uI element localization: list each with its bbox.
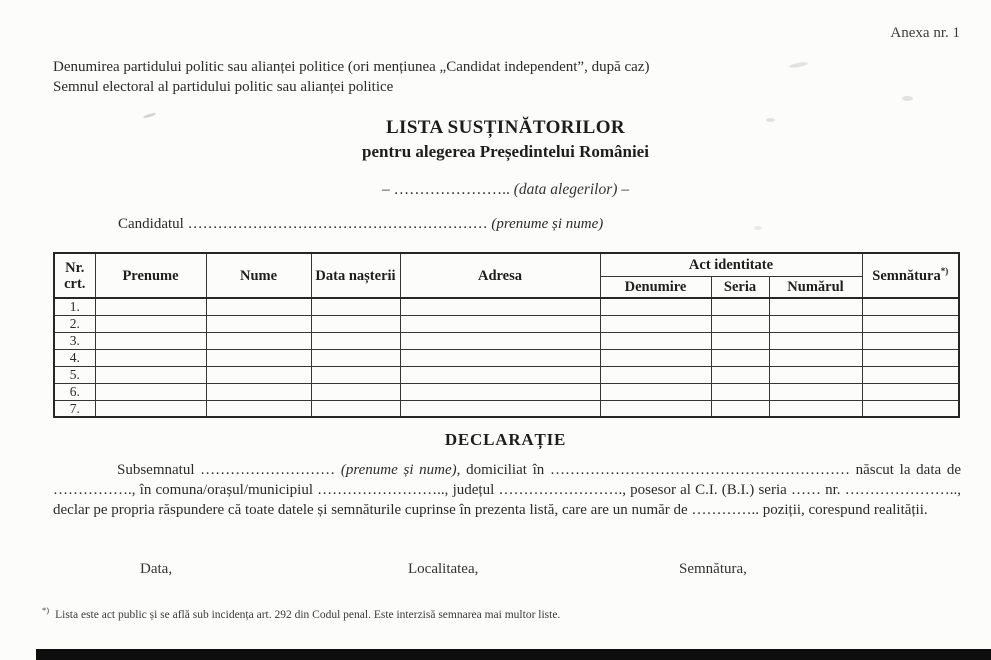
empty-cell [400,400,600,417]
table-row [54,366,959,383]
empty-cell [711,332,769,349]
empty-cell [206,315,311,332]
election-date-dots: – ………………….. [381,181,514,198]
empty-cell [600,366,711,383]
candidate-label: Candidatul [118,216,188,232]
empty-cell [769,332,862,349]
empty-cell [95,332,206,349]
empty-cell [95,315,206,332]
table-row [54,332,959,349]
empty-cell [769,298,862,315]
empty-cell [769,400,862,417]
empty-cell [400,332,600,349]
table-row [54,298,959,315]
declaration-text-start: Subsemnatul ……………………… [117,462,341,478]
row-number-cell: 3. [54,332,95,349]
empty-cell [206,400,311,417]
election-date-dash: – [617,181,630,198]
col-header-seria: Seria [711,276,769,298]
declaration-paragraph [53,461,961,520]
empty-cell [400,383,600,400]
empty-cell [711,315,769,332]
empty-cell [206,298,311,315]
candidate-line [118,216,603,233]
empty-cell [206,349,311,366]
empty-cell [311,400,400,417]
empty-cell [206,366,311,383]
col-header-data-nasterii: Data nașterii [311,253,400,298]
table-row [54,315,959,332]
empty-cell [311,383,400,400]
supporters-table [53,252,960,418]
intro-line-electoral-sign: Semnul electoral al partidului politic sau alianței politice [53,79,394,95]
page-title: LISTA SUSȚINĂTORILOR [385,117,626,138]
empty-cell [862,315,959,332]
row-number-cell: 2. [54,315,95,332]
empty-cell [206,383,311,400]
col-header-prenume: Prenume [95,253,206,298]
page-subtitle: pentru alegerea Președintelui României [362,142,649,161]
col-header-act-identitate: Act identitate [600,253,862,276]
empty-cell [711,349,769,366]
empty-cell [311,366,400,383]
col-header-denumire: Denumire [600,276,711,298]
empty-cell [400,315,600,332]
election-date-note: (data alegerilor) [513,181,618,198]
col-header-nr-crt: Nr. crt. [54,253,95,298]
footnote-marker: *) [42,605,50,615]
empty-cell [95,400,206,417]
empty-cell [206,332,311,349]
col-header-numarul: Numărul [769,276,862,298]
table-row [54,349,959,366]
declaration-text-rest: , domiciliat în …………………………………………………… născut la data de ……………., în comuna/orașul/municipiul …………………….., județul ……………………., posesor al C.I. (B.I.) seria …… nr. ………………….., declar pe propria răspundere că toate datele și semnăturile cuprinse în prezenta listă, care are un număr de ………….. poziții, corespund realității. [53,462,961,518]
empty-cell [95,349,206,366]
declaration-name-note: (prenume și nume) [340,462,457,478]
signature-label: Semnătura, [679,561,747,577]
intro-line-party-name: Denumirea partidului politic sau alianței politice (ori mențiunea „Candidat independent”, după caz) [53,59,650,75]
empty-cell [711,366,769,383]
empty-cell [600,332,711,349]
empty-cell [600,400,711,417]
empty-cell [95,298,206,315]
empty-cell [311,349,400,366]
col-header-adresa: Adresa [400,253,600,298]
empty-cell [400,366,600,383]
row-number-cell: 5. [54,366,95,383]
scan-speck [754,226,762,230]
col-header-semnatura [862,253,959,298]
empty-cell [769,315,862,332]
empty-cell [600,298,711,315]
empty-cell [862,383,959,400]
empty-cell [600,315,711,332]
declaration-heading: DECLARAȚIE [444,430,567,449]
empty-cell [769,349,862,366]
empty-cell [862,366,959,383]
row-number-cell: 1. [54,298,95,315]
empty-cell [862,298,959,315]
signature-row [0,561,991,583]
empty-cell [711,383,769,400]
row-number-cell: 6. [54,383,95,400]
annex-label: Anexa nr. 1 [890,25,960,41]
scan-edge-bar [36,649,991,660]
semnatura-label: Semnătura [872,267,941,284]
empty-cell [862,349,959,366]
empty-cell [862,332,959,349]
scan-speck [766,118,775,122]
col-header-nume: Nume [206,253,311,298]
empty-cell [600,383,711,400]
semnatura-footnote-marker: *) [940,265,949,276]
empty-cell [769,366,862,383]
footnote-text: Lista este act public și se află sub incidența art. 292 din Codul penal. Este interzisă semnarea mai multor liste. [55,608,561,621]
empty-cell [711,298,769,315]
empty-cell [769,383,862,400]
empty-cell [400,298,600,315]
row-number-cell: 4. [54,349,95,366]
empty-cell [711,400,769,417]
empty-cell [95,383,206,400]
empty-cell [600,349,711,366]
date-label: Data, [140,561,173,577]
row-number-cell: 7. [54,400,95,417]
empty-cell [311,315,400,332]
footnote [42,605,942,621]
intro-text [53,57,813,97]
empty-cell [95,366,206,383]
election-date-line [0,181,991,199]
candidate-blank-dots: …………………………………………………… [187,216,492,232]
locality-label: Localitatea, [408,561,479,577]
empty-cell [400,349,600,366]
table-row [54,400,959,417]
table-row [54,383,959,400]
candidate-note: (prenume și nume) [491,216,604,232]
scan-speck [902,96,913,101]
empty-cell [862,400,959,417]
title-block [0,117,991,162]
empty-cell [311,298,400,315]
empty-cell [311,332,400,349]
